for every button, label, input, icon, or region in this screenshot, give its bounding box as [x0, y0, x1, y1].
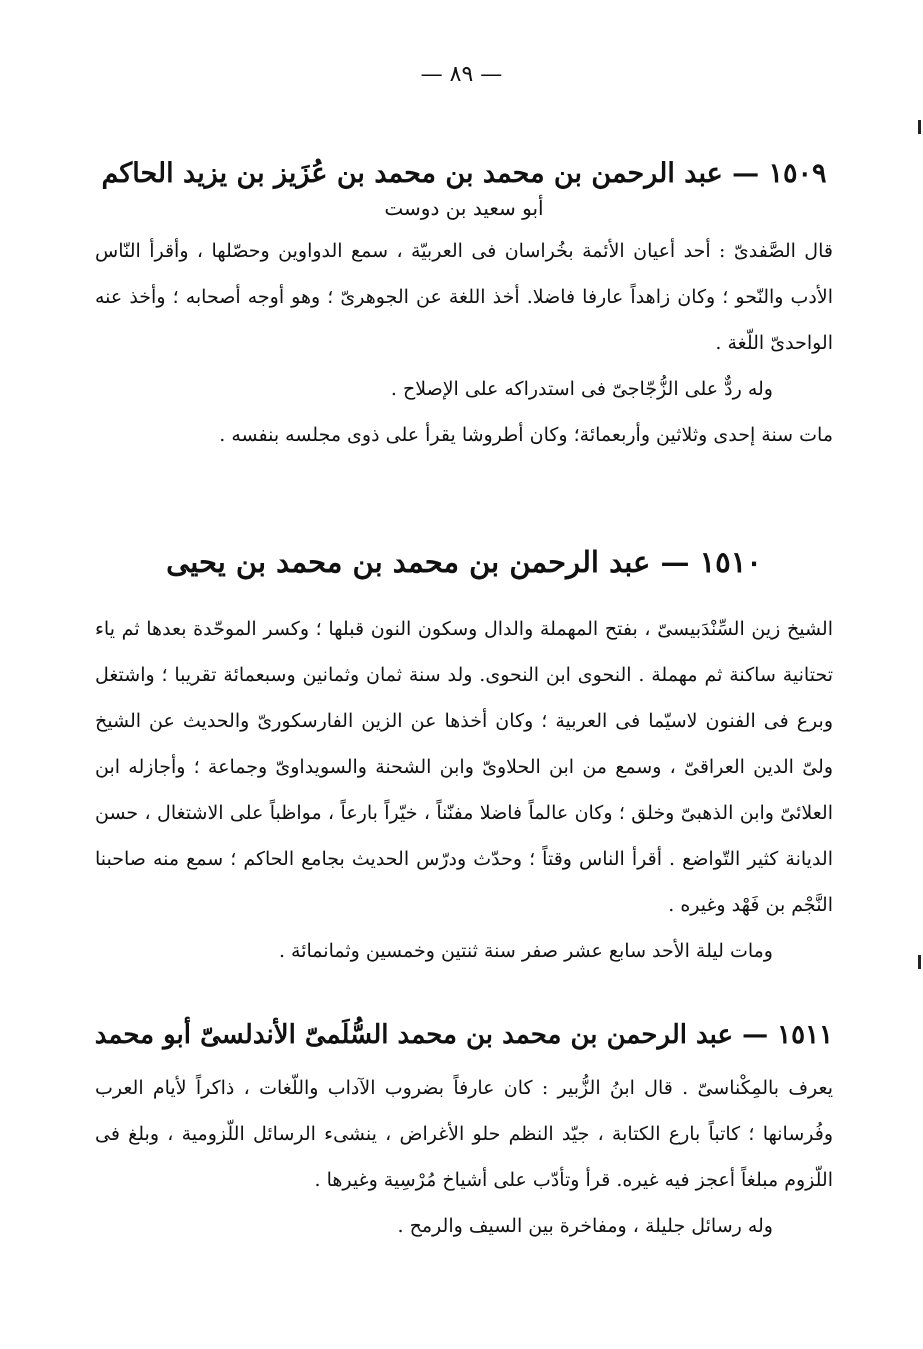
page-number: — ٨٩ —	[420, 62, 503, 87]
entry-body	[95, 1065, 833, 1249]
paragraph: مات سنة إحدى وثلاثين وأربعمائة؛ وكان أطروشا يقرأ على ذوى مجلسه بنفسه .	[219, 424, 833, 447]
paragraph: قال الصَّفدىّ : أحد أعيان الأئمة بخُراسان فى العربيّة ، سمع الدواوين وحصّلها ، وأقرأ النّاس الأدب والنّحو ؛ وكان زاهداً عارفا فاضلا. أخذ اللغة عن الجوهرىّ ؛ وهو أوجه أصحابه ؛ وأخذ عنه الواحدىّ اللّغة .	[95, 240, 833, 355]
paragraph: وله ردٌّ على الزُّجّاجىّ فى استدراكه على الإصلاح .	[390, 378, 773, 401]
entry-subtitle: أبو سعيد بن دوست	[384, 196, 544, 221]
paragraph: يعرف بالمِكْناسىّ . قال ابنُ الزُّبير : كان عارفاً بضروب الآداب واللّغات ، ذاكراً لأيام العرب وفُرسانها ؛ كاتباً بارع الكتابة ، جيّد النظم حلو الأغراض ، ينشىء الرسائل اللّزومية ، وبلغ فى اللّزوم مبلغاً أعجز فيه غيره. قرأ وتأدّب على أشياخ مُرْسِية وغيرها .	[95, 1077, 833, 1192]
paragraph: الشيخ زين السِّنْدَبيسىّ ، بفتح المهملة والدال وسكون النون قبلها ؛ وكسر الموحّدة بعدها ثم ياء تحتانية ساكنة ثم مهملة . النحوى ابن النحوى. ولد سنة ثمان وثمانين وسبعمائة تقريبا ؛ واشتغل وبرع فى الفنون لاسيّما فى العربية ؛ وكان أخذها عن الزين الفارسكورىّ والحديث عن الشيخ ولىّ الدين العراقىّ ، وسمع من ابن الحلاوىّ وابن الشحنة والسويداوىّ وجماعة ؛ وأجازله ابن العلائىّ وابن الذهبىّ وخلق ؛ وكان عالماً فاضلا مفنّناً ، خيّراً بارعاً ، مواظباً على الاشتغال ، حسن الديانة كثير التّواضع . أقرأ الناس وقتاً ؛ وحدّث ودرّس الحديث بجامع الحاكم ؛ سمع منه صاحبنا النَّجْم بن فَهْد وغيره .	[95, 617, 833, 916]
entry-body	[95, 606, 833, 974]
entry-1509	[95, 158, 833, 458]
scan-margin-mark	[918, 120, 921, 134]
paragraph: وله رسائل جليلة ، ومفاخرة بين السيف والرمح .	[397, 1215, 773, 1238]
entry-title: ١٥١٠ — عبد الرحمن بن محمد بن محمد بن يحيى	[166, 545, 762, 579]
entry-title: ١٥١١ — عبد الرحمن بن محمد بن محمد السُّلَمىّ الأندلسىّ أبو محمد	[94, 1020, 833, 1050]
scan-margin-mark	[918, 955, 921, 969]
entry-1511	[95, 1020, 833, 1249]
paragraph: ومات ليلة الأحد سابع عشر صفر سنة ثنتين وخمسين وثمانمائة .	[278, 939, 773, 962]
entry-1510	[95, 545, 833, 974]
entry-body	[95, 228, 833, 458]
entry-title: ١٥٠٩ — عبد الرحمن بن محمد بن محمد بن عُزَيز بن يزيد الحاكم	[101, 158, 827, 189]
